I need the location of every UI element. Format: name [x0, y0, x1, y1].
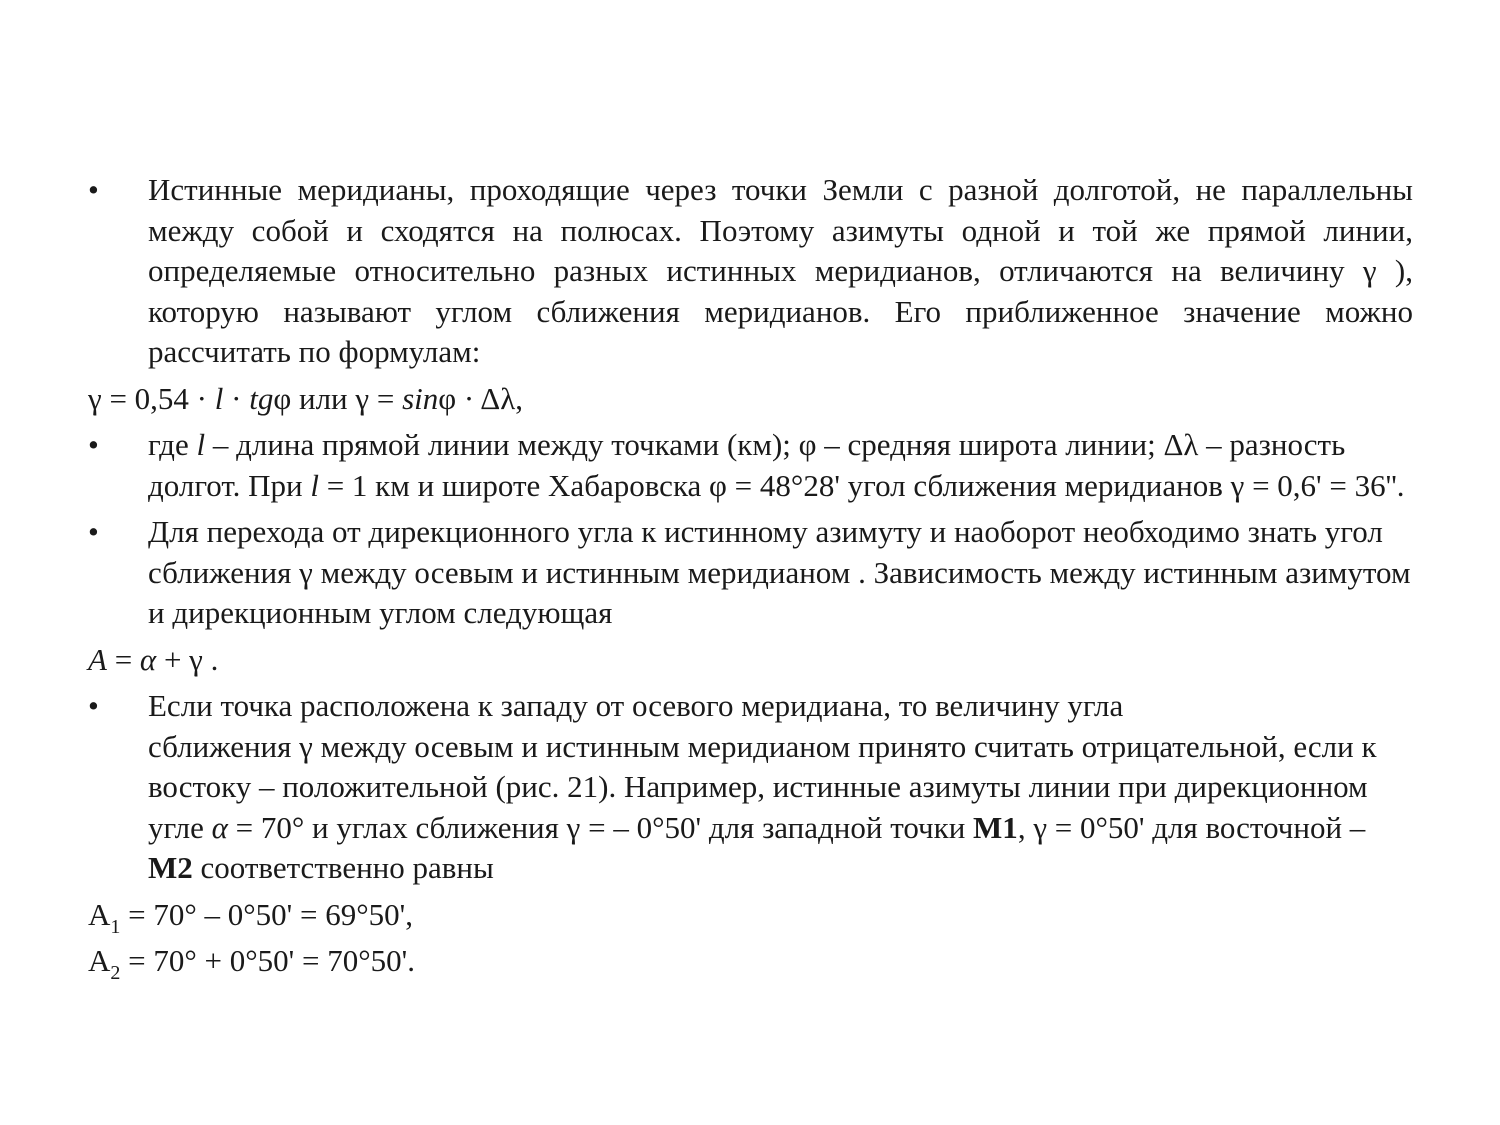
formula-subscript: 1: [110, 915, 121, 938]
paragraph-text: Истинные меридианы, проходящие через точки Земли с разной долготой, не параллельны между собой и сходятся на полюсах. Поэтому азимуты одной и той же прямой линии, определяемые относительно разных истинных меридианов, отличаются на величину γ ), которую называют углом сближения меридианов. Его приближенное значение можно рассчитать по формулам:: [148, 172, 1413, 369]
formula-azimuth: [88, 640, 1413, 681]
bullet-icon: •: [88, 172, 99, 207]
formula-convergence: [88, 379, 1413, 420]
formula-part: φ или γ =: [273, 380, 403, 416]
paragraph-text: Для перехода от дирекционного угла к истинному азимуту и наоборот необходимо знать угол сближения γ между осевым и истинным меридианом . Зависимость между истинным азимутом и дирекционным углом следующая: [148, 514, 1411, 630]
formula-part: = 70° + 0°50' = 70°50'.: [120, 943, 415, 978]
point-m1: М1: [973, 809, 1018, 845]
formula-func-tg: tg: [249, 380, 274, 416]
formula-func-sin: sin: [402, 380, 439, 416]
var-alpha: α: [211, 809, 228, 845]
text-part: = 70° и углах сближения γ = – 0°50' для западной точки: [227, 809, 974, 845]
paragraph-transition: [88, 512, 1413, 634]
formula-var-A: A: [88, 943, 111, 978]
formula-a1: [88, 895, 1413, 936]
formula-var-A: A: [88, 641, 107, 677]
formula-a2: [88, 941, 1413, 982]
formula-var-l: l: [214, 380, 224, 416]
text-part: , γ = 0°50' для восточной –: [1017, 809, 1366, 845]
formula-part: γ = 0,54 ·: [88, 380, 215, 416]
var-l: l: [196, 427, 206, 462]
bullet-icon: •: [88, 427, 99, 462]
formula-var-A: A: [88, 896, 111, 932]
var-l: l: [310, 467, 319, 503]
text-part: сближения γ между осевым и истинным меридианом принято считать отрицательной, если к востоку – положительной (рис. 21). Например, истинные азимуты линии при дирекционном угле: [148, 728, 1377, 845]
formula-part: ·: [223, 380, 250, 416]
point-m2: М2: [148, 850, 193, 885]
formula-part: = 70° – 0°50' = 69°50',: [120, 896, 413, 932]
bullet-icon: •: [88, 688, 99, 723]
text-part: Если точка расположена к западу от осевого меридиана, то величину угла: [148, 688, 1124, 723]
formula-part: φ · Δλ,: [438, 380, 523, 416]
bullet-icon: •: [88, 514, 99, 549]
text-part: соответственно равны: [192, 850, 494, 885]
formula-var-alpha: α: [139, 641, 157, 677]
paragraph-where: [88, 425, 1413, 506]
text-part: где: [148, 427, 197, 462]
formula-part: + γ .: [156, 641, 219, 677]
formula-part: =: [106, 641, 140, 677]
text-part: – длина прямой линии между точками (км); φ – средняя широта линии; Δλ – разность долгот. При: [148, 427, 1346, 503]
formula-subscript: 2: [110, 962, 121, 984]
text-part: = 1 км и широте Хабаровска φ = 48°28' угол сближения меридианов γ = 0,6' = 36''.: [318, 467, 1405, 503]
paragraph-west-east: [88, 686, 1413, 889]
paragraph-meridians: [88, 170, 1413, 373]
slide-content: [88, 170, 1413, 982]
